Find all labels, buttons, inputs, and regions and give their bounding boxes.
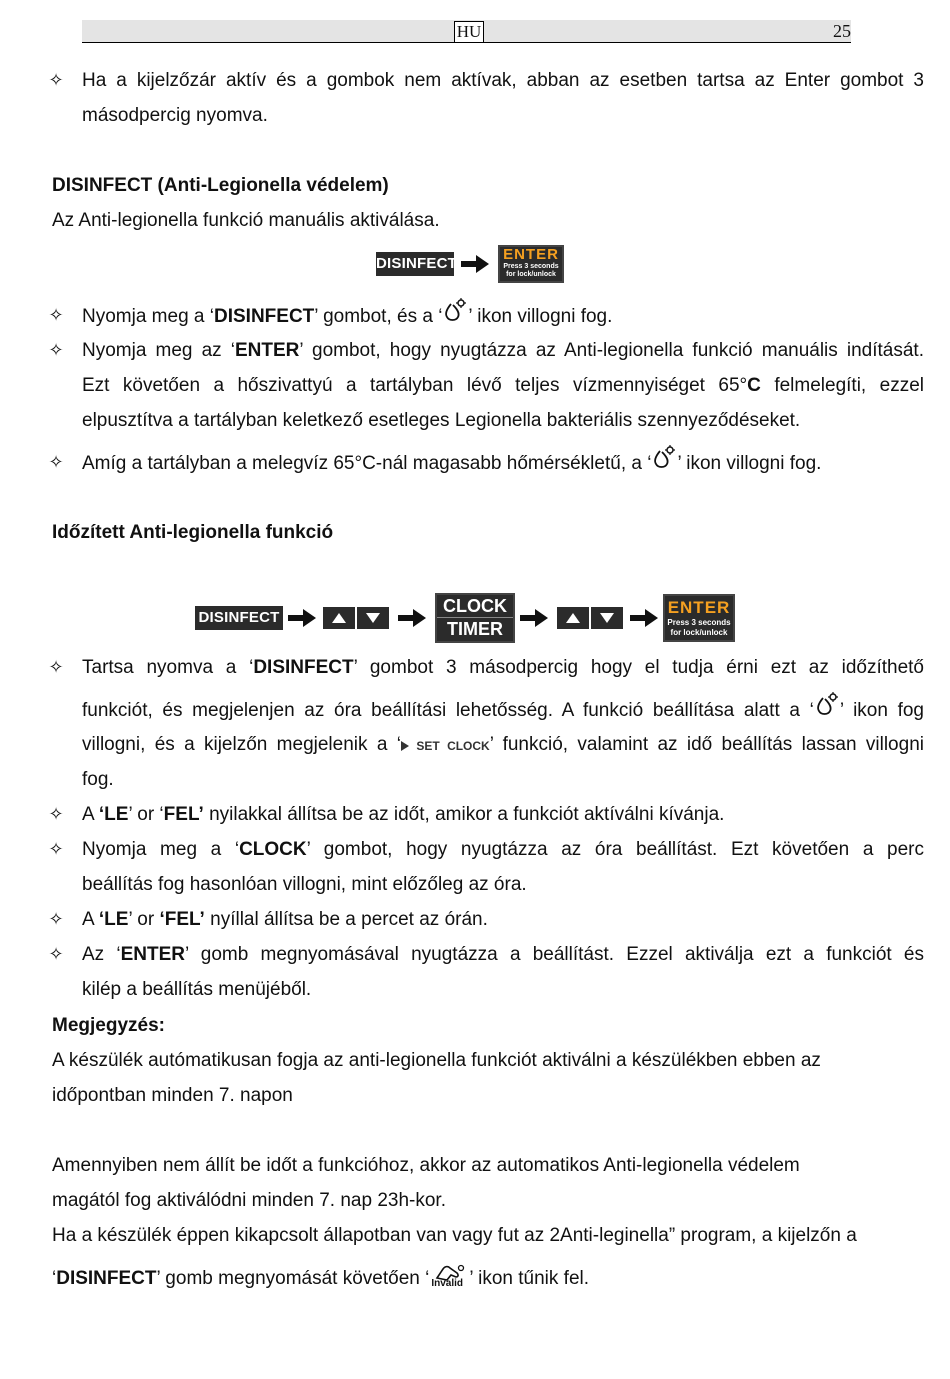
bullet-star-icon: ✧ — [48, 305, 64, 325]
text: ’ ikon villogni fog. — [468, 306, 613, 327]
text: Amíg a tartályban a melegvíz 65°C-nál magasabb hőmérsékletű, a ‘ — [82, 453, 652, 474]
disinfect-bullet-3 — [82, 445, 924, 481]
key-name: DISINFECT — [56, 1268, 157, 1289]
up-arrow-icon — [332, 613, 346, 623]
text: Nyomja meg a ‘ — [82, 306, 214, 327]
enter-key-sub2: for lock/unlock — [506, 271, 556, 278]
arrow-right-icon — [517, 606, 555, 630]
language-code: HU — [454, 21, 484, 43]
arrow-right-icon — [285, 606, 321, 630]
text: ’ gombot 3 másodpercig hogy el tudja érni ezt az időzíthető — [353, 657, 924, 678]
key-name: ‘FEL’ — [159, 909, 205, 930]
up-key — [323, 607, 355, 629]
bullet-star-icon: ✧ — [48, 340, 64, 360]
text: ’ ikon villogni fog. — [677, 453, 822, 474]
down-key — [591, 607, 623, 629]
disinfect-key: DISINFECT — [195, 606, 283, 630]
bullet-star-icon: ✧ — [48, 839, 64, 859]
disinfect-drop-icon — [651, 445, 677, 471]
text: ’ or ‘ — [128, 804, 164, 825]
invalid-label: Invalid — [431, 1278, 464, 1289]
bullet-star-icon: ✧ — [48, 452, 64, 472]
play-triangle-icon — [401, 741, 409, 751]
text: ’ ikon fog — [839, 700, 925, 721]
key-name: ‘LE — [98, 804, 129, 825]
disinfect-bullet-2-line-2 — [82, 368, 924, 403]
page-header — [82, 20, 851, 43]
down-arrow-icon — [600, 613, 614, 623]
enter-key-sub1: Press 3 seconds — [503, 263, 559, 270]
timed-bullet-5-line-1 — [82, 937, 924, 972]
note-line-4: magától fog aktiválódni minden 7. nap 23h-kor. — [52, 1190, 446, 1211]
down-key — [357, 607, 389, 629]
enter-key-sub2: for lock/unlock — [670, 628, 728, 637]
key-name: CLOCK — [239, 839, 307, 860]
text: villogni, és a kijelzőn megjelenik a ‘ — [82, 734, 401, 755]
timed-heading: Időzített Anti-legionella funkció — [52, 522, 334, 543]
up-key — [557, 607, 589, 629]
note-line-2: időpontban minden 7. napon — [52, 1085, 293, 1106]
arrow-right-icon — [627, 606, 663, 630]
key-name: ENTER — [120, 944, 186, 965]
text: A — [82, 804, 99, 825]
text: funkciót, és megjelenjen az óra beállítási lehetősség. A funkció beállítása alatt a ‘ — [82, 700, 814, 721]
text: ’ ikon tűnik fel. — [469, 1268, 590, 1289]
timed-bullet-1-line-3 — [82, 727, 924, 764]
text: Ezt követően a hőszivattyú a tartályban lévő teljes vízmennyiséget 65° — [82, 375, 748, 396]
text: ’ gombot, hogy nyugtázza az óra beállítást. Ezt követően a perc — [306, 839, 924, 860]
text: ’ or — [128, 909, 160, 930]
bullet-star-icon: ✧ — [48, 944, 64, 964]
text: Az ‘ — [82, 944, 121, 965]
note-line-3: Amennyiben nem állít be időt a funkcióhoz, akkor az automatikos Anti-legionella védelem — [52, 1155, 800, 1176]
bullet-star-icon: ✧ — [48, 657, 64, 677]
timed-bullet-3-line-1 — [82, 832, 924, 867]
clock-label: CLOCK — [443, 596, 507, 616]
timed-bullet-1-line-1 — [82, 650, 924, 685]
note-line-1: A készülék autómatikusan fogja az anti-legionella funkciót aktiválni a készülékben ebben az — [52, 1050, 821, 1071]
unit: C — [747, 375, 761, 396]
bullet-star-icon: ✧ — [48, 70, 64, 90]
clock-timer-key — [435, 593, 515, 643]
intro-line-2: másodpercig nyomva. — [82, 105, 268, 126]
text: nyilakkal állítsa be az időt, amikor a funkciót aktíválni kívánja. — [203, 804, 725, 825]
enter-key-sub1: Press 3 seconds — [667, 618, 731, 627]
bullet-star-icon: ✧ — [48, 909, 64, 929]
down-arrow-icon — [366, 613, 380, 623]
timed-bullet-4 — [82, 902, 924, 937]
text: ’ gomb megnyomásával nyugtázza a beállítást. Ezzel aktiválja ezt a funkciót és — [185, 944, 924, 965]
disinfect-bullet-2-line-1 — [82, 333, 924, 368]
key-name: FEL’ — [163, 804, 204, 825]
invalid-hand-icon — [429, 1264, 469, 1290]
key-name: ‘LE — [98, 909, 129, 930]
timed-bullet-2 — [82, 797, 924, 832]
key-name: DISINFECT — [214, 306, 315, 327]
set-clock-indicator — [401, 739, 490, 753]
note-line-6 — [52, 1261, 924, 1296]
text: ‘ — [52, 1268, 57, 1289]
text: nyíllal állítsa be a percet az órán. — [204, 909, 488, 930]
disinfect-key: DISINFECT — [376, 252, 454, 276]
page-number: 25 — [833, 21, 851, 41]
arrow-right-icon — [458, 252, 494, 276]
bullet-star-icon: ✧ — [48, 804, 64, 824]
disinfect-bullet-2-line-3: elpusztítva a tartályban keletkező esetleges Legionella bakteriális szennyeződéseket. — [82, 410, 801, 431]
disinfect-drop-icon — [442, 298, 468, 324]
note-line-5: Ha a készülék éppen kikapcsolt állapotban van vagy fut az 2Anti-leginella” program, a kijelzőn a — [52, 1225, 857, 1246]
arrow-right-icon — [393, 606, 433, 630]
timed-bullet-3-line-2: beállítás fog hasonlóan villogni, mint előzőleg az óra. — [82, 874, 527, 895]
disinfect-bullet-1 — [82, 298, 924, 334]
enter-key — [663, 594, 735, 642]
disinfect-sequence — [376, 245, 564, 283]
timed-bullet-1-line-2 — [82, 692, 924, 728]
disinfect-drop-icon — [814, 692, 840, 718]
text: Nyomja meg az ‘ — [82, 340, 235, 361]
text: ’ gombot, és a ‘ — [314, 306, 443, 327]
text: ’ funkció, valamint az idő beállítás lassan villogni — [489, 734, 924, 755]
text: Nyomja meg a ‘ — [82, 839, 240, 860]
enter-key — [498, 245, 564, 283]
timed-sequence — [195, 593, 735, 643]
key-name: ENTER — [235, 340, 300, 361]
disinfect-description: Az Anti-legionella funkció manuális aktiválása. — [52, 210, 440, 231]
up-arrow-icon — [566, 613, 580, 623]
text: ’ gomb megnyomását követően ‘ — [156, 1268, 430, 1289]
timed-bullet-1-line-4: fog. — [82, 769, 114, 790]
note-heading: Megjegyzés: — [52, 1015, 165, 1036]
enter-key-label: ENTER — [503, 246, 559, 263]
intro-line-1: Ha a kijelzőzár aktív és a gombok nem aktívak, abban az esetben tartsa az Enter gombot 3 — [82, 70, 924, 91]
text: A — [82, 909, 99, 930]
enter-key-label: ENTER — [667, 598, 731, 617]
timed-bullet-5-line-2: kilép a beállítás menüjéből. — [82, 979, 312, 1000]
text: ’ gombot, hogy nyugtázza az Anti-legionella funkció manuális indítását. — [299, 340, 924, 361]
timer-label: TIMER — [437, 617, 513, 640]
text: Tartsa nyomva a ‘ — [82, 657, 254, 678]
set-clock-label: SET CLOCK — [416, 739, 490, 753]
disinfect-heading: DISINFECT (Anti-Legionella védelem) — [52, 175, 389, 196]
text: felmelegíti, ezzel — [760, 375, 924, 396]
key-name: DISINFECT — [253, 657, 354, 678]
